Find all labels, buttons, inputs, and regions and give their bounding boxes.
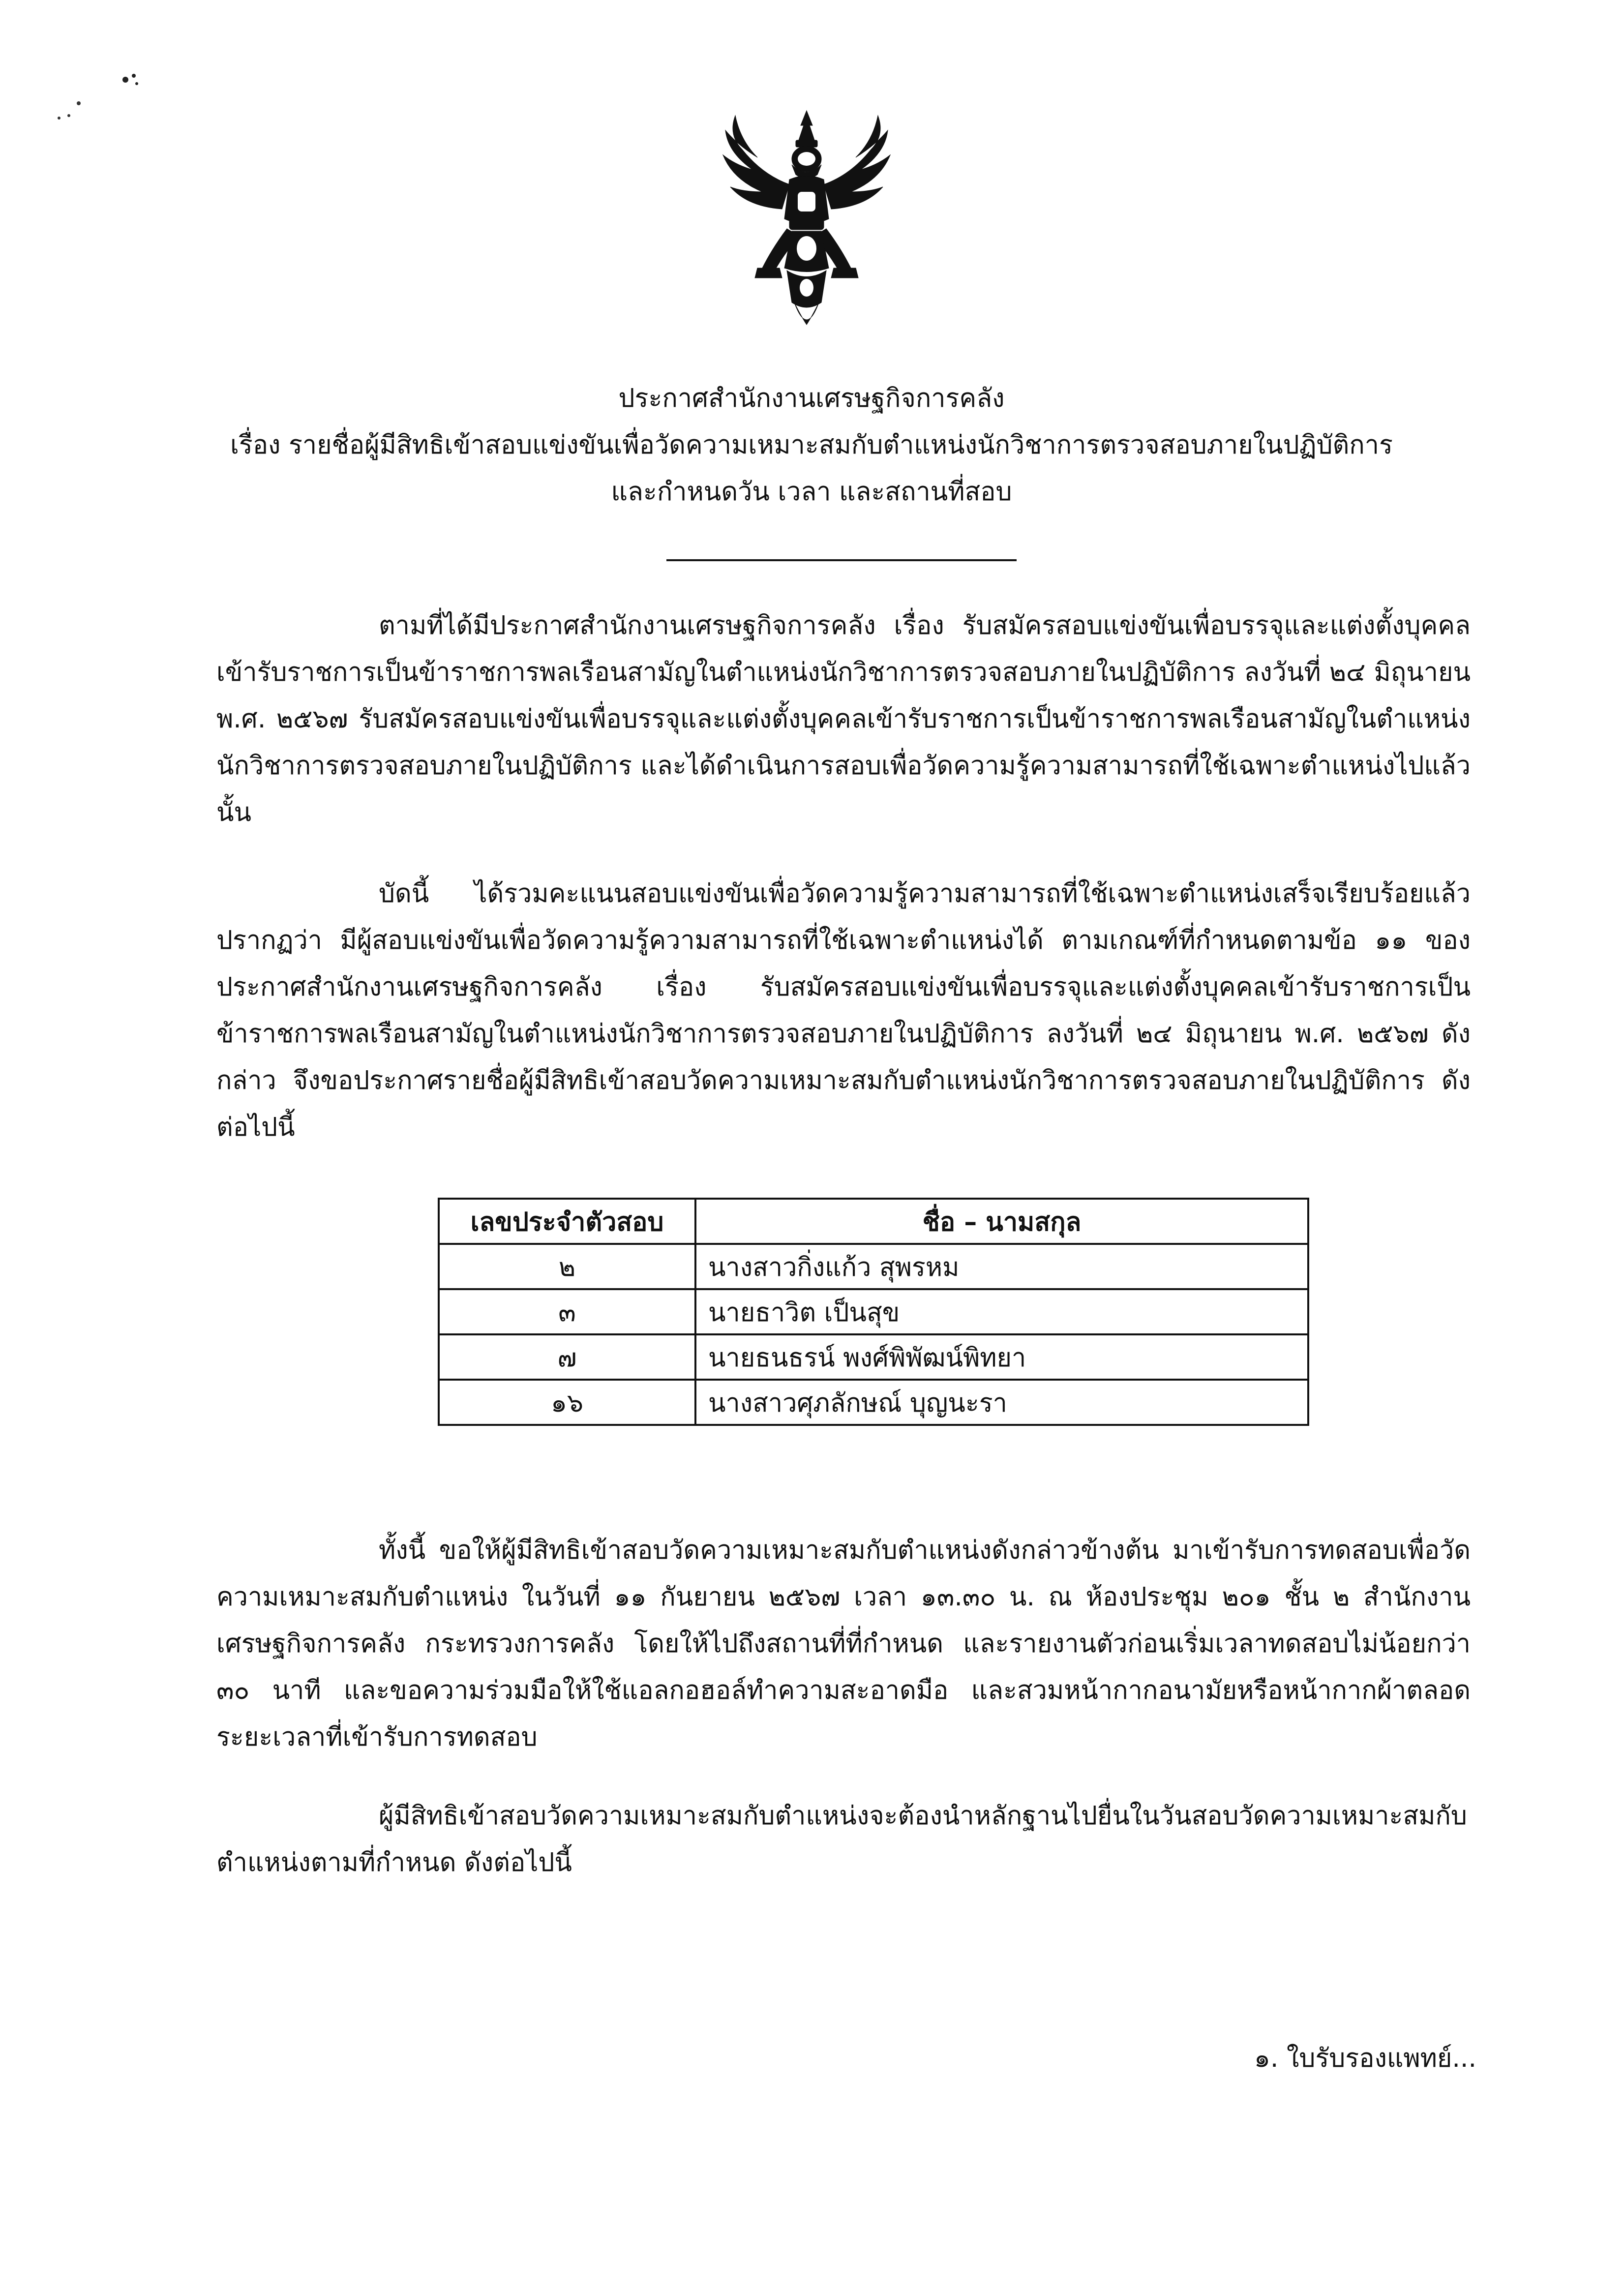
full-name-cell: นายธนธรน์ พงศ์พิพัฒน์พิทยา bbox=[695, 1334, 1308, 1380]
exam-id-cell: ๒ bbox=[439, 1244, 695, 1289]
table-row bbox=[439, 1289, 1308, 1334]
continuation-note: ๑. ใบรับรองแพทย์... bbox=[1254, 2044, 1476, 2073]
candidates-table bbox=[438, 1198, 1309, 1426]
full-name-cell: นางสาวศุภลักษณ์ บุญนะรา bbox=[695, 1380, 1308, 1425]
body-paragraph-1: ตามที่ได้มีประกาศสำนักงานเศรษฐกิจการคลัง เรื่อง รับสมัครสอบแข่งขันเพื่อบรรจุและแต่งตั้งบุคคลเข้ารับราชการเป็นข้าราชการพลเรือนสามัญในตำแหน่งนักวิชาการตรวจสอบภายในปฏิบัติการ ลงวันที่ ๒๔ มิถุนายน พ.ศ. ๒๕๖๗ รับสมัครสอบแข่งขันเพื่อบรรจุและแต่งตั้งบุคคลเข้ารับราชการเป็นข้าราชการพลเรือนสามัญในตำแหน่งนักวิชาการตรวจสอบภายในปฏิบัติการ และได้ดำเนินการสอบเพื่อวัดความรู้ความสามารถที่ใช้เฉพาะตำแหน่งไปแล้ว นั้น bbox=[216, 611, 1471, 827]
full-name-cell: นายธาวิต เป็นสุข bbox=[695, 1289, 1308, 1334]
full-name-cell: นางสาวกิ่งแก้ว สุพรหม bbox=[695, 1244, 1308, 1289]
table-row bbox=[439, 1380, 1308, 1425]
table-row bbox=[439, 1244, 1308, 1289]
exam-id-cell: ๗ bbox=[439, 1334, 695, 1380]
table-header-row bbox=[439, 1199, 1308, 1244]
garuda-emblem-icon bbox=[689, 106, 925, 337]
scan-speck-marks bbox=[49, 69, 167, 128]
title-divider bbox=[666, 559, 1017, 561]
announcement-title: ประกาศสำนักงานเศรษฐกิจการคลัง bbox=[618, 384, 1005, 413]
body-paragraph-4: ผู้มีสิทธิเข้าสอบวัดความเหมาะสมกับตำแหน่งจะต้องนำหลักฐานไปยื่นในวันสอบวัดความเหมาะสมกับตำแหน่งตามที่กำหนด ดังต่อไปนี้ bbox=[216, 1801, 1467, 1877]
exam-id-cell: ๓ bbox=[439, 1289, 695, 1334]
column-header-full-name: ชื่อ – นามสกุล bbox=[695, 1199, 1308, 1244]
announcement-subject: เรื่อง รายชื่อผู้มีสิทธิเข้าสอบแข่งขันเพื่อวัดความเหมาะสมกับตำแหน่งนักวิชาการตรวจสอบภายในปฏิบัติการ bbox=[230, 430, 1393, 460]
table-row bbox=[439, 1334, 1308, 1380]
body-paragraph-3: ทั้งนี้ ขอให้ผู้มีสิทธิเข้าสอบวัดความเหมาะสมกับตำแหน่งดังกล่าวข้างต้น มาเข้ารับการทดสอบเพื่อวัดความเหมาะสมกับตำแหน่ง ในวันที่ ๑๑ กันยายน ๒๕๖๗ เวลา ๑๓.๓๐ น. ณ ห้องประชุม ๒๐๑ ชั้น ๒ สำนักงานเศรษฐกิจการคลัง กระทรวงการคลัง โดยให้ไปถึงสถานที่ที่กำหนด และรายงานตัวก่อนเริ่มเวลาทดสอบไม่น้อยกว่า ๓๐ นาที และขอความร่วมมือให้ใช้แอลกอฮอล์ทำความสะอาดมือ และสวมหน้ากากอนามัยหรือหน้ากากผ้าตลอดระยะเวลาที่เข้ารับการทดสอบ bbox=[216, 1536, 1471, 1752]
column-header-exam-id: เลขประจำตัวสอบ bbox=[439, 1199, 695, 1244]
announcement-subject-continued: และกำหนดวัน เวลา และสถานที่สอบ bbox=[611, 477, 1012, 507]
exam-id-cell: ๑๖ bbox=[439, 1380, 695, 1425]
body-paragraph-2: บัดนี้ ได้รวมคะแนนสอบแข่งขันเพื่อวัดความรู้ความสามารถที่ใช้เฉพาะตำแหน่งเสร็จเรียบร้อยแล้ว ปรากฏว่า มีผู้สอบแข่งขันเพื่อวัดความรู้ความสามารถที่ใช้เฉพาะตำแหน่งได้ ตามเกณฑ์ที่กำหนดตามข้อ ๑๑ ของประกาศสำนักงานเศรษฐกิจการคลัง เรื่อง รับสมัครสอบแข่งขันเพื่อบรรจุและแต่งตั้งบุคคลเข้ารับราชการเป็นข้าราชการพลเรือนสามัญในตำแหน่งนักวิชาการตรวจสอบภายในปฏิบัติการ ลงวันที่ ๒๔ มิถุนายน พ.ศ. ๒๕๖๗ ดังกล่าว จึงขอประกาศรายชื่อผู้มีสิทธิเข้าสอบวัดความเหมาะสมกับตำแหน่งนักวิชาการตรวจสอบภายในปฏิบัติการ ดังต่อไปนี้ bbox=[216, 879, 1471, 1142]
